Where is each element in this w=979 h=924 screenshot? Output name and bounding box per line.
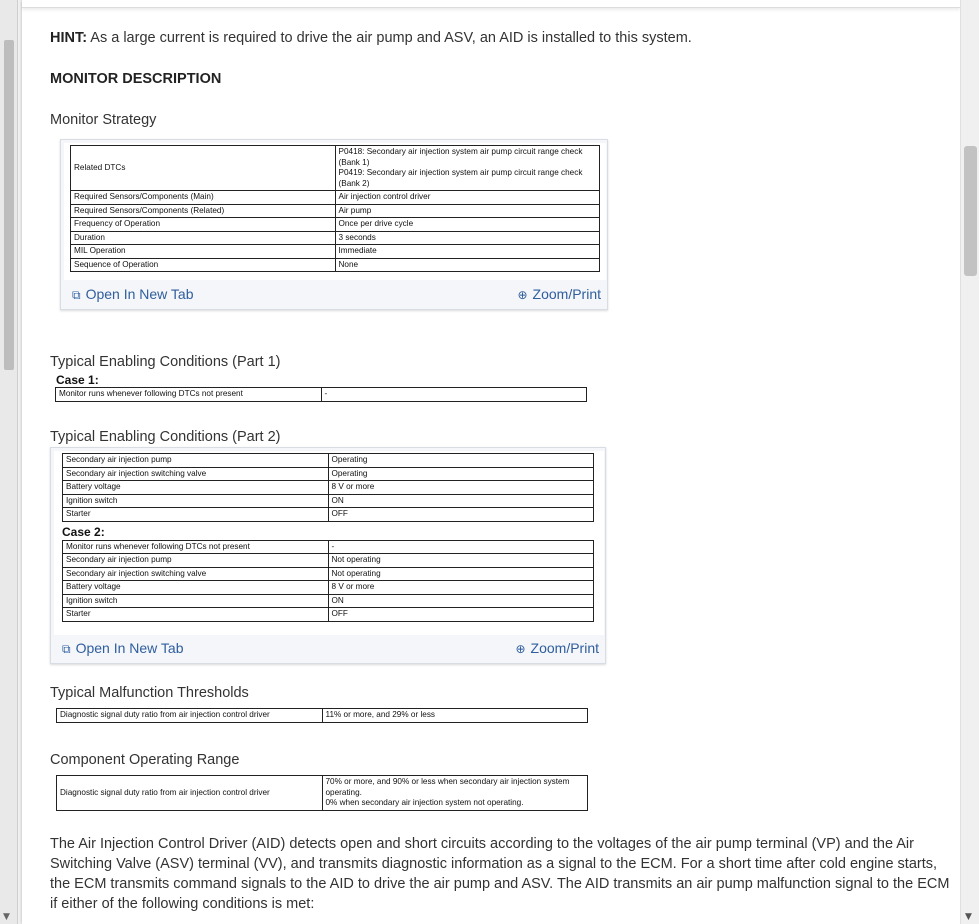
table-row [63, 608, 594, 622]
table-cell-value: ON [328, 594, 594, 608]
operating-range-table [56, 775, 588, 811]
table-cell-label: Ignition switch [63, 494, 329, 508]
right-scroll-thumb[interactable] [964, 146, 977, 276]
section-title: MONITOR DESCRIPTION [50, 71, 222, 87]
table-row [71, 191, 600, 205]
table-cell-value: ON [328, 494, 594, 508]
document-content [22, 0, 960, 924]
operating-range-heading: Component Operating Range [50, 752, 240, 768]
malfunction-thresholds-sheet [56, 708, 588, 723]
table-row [63, 554, 594, 568]
monitor-strategy-table [70, 145, 600, 272]
table-cell-value: Air injection control driver [335, 191, 600, 205]
enabling-part2-heading: Typical Enabling Conditions (Part 2) [50, 429, 281, 445]
table-cell-label: Secondary air injection pump [63, 454, 329, 468]
table-cell-label: Diagnostic signal duty ratio from air injection control driver [57, 709, 323, 723]
table-cell-label: Battery voltage [63, 481, 329, 495]
open-tab-icon: ⧉ [62, 642, 71, 656]
zoom-print-link[interactable]: ⊕ Zoom/Print [517, 286, 601, 302]
table-cell-value: 8 V or more [328, 581, 594, 595]
left-scroll-gutter[interactable] [0, 0, 18, 924]
table-cell-value: - [321, 388, 587, 402]
table-cell-label: Battery voltage [63, 581, 329, 595]
right-scrollbar[interactable] [960, 0, 979, 924]
table-cell-value: OFF [328, 508, 594, 522]
table-cell-label: Related DTCs [71, 146, 336, 191]
enabling-part1-table [55, 387, 587, 402]
hint-note [50, 30, 692, 46]
table-row [71, 218, 600, 232]
table-row [71, 245, 600, 259]
table-row [71, 204, 600, 218]
table-cell-label: Starter [63, 608, 329, 622]
table-cell-value: P0418: Secondary air injection system air pump circuit range check (Bank 1) P0419: Secondary air injection system air pump circuit range check (Bank 2) [335, 146, 600, 191]
table-row [71, 146, 600, 191]
zoom-icon: ⊕ [517, 288, 528, 302]
enabling-part2-figure [50, 447, 606, 664]
table-cell-label: Required Sensors/Components (Related) [71, 204, 336, 218]
table-row [63, 454, 594, 468]
table-cell-value: Not operating [328, 554, 594, 568]
table-cell-value: 8 V or more [328, 481, 594, 495]
table-cell-label: Secondary air injection switching valve [63, 467, 329, 481]
table-cell-label: Secondary air injection switching valve [63, 567, 329, 581]
case1-label: Case 1: [56, 373, 99, 387]
left-scroll-thumb[interactable] [4, 40, 14, 370]
table-cell-value: None [335, 258, 600, 272]
table-cell-label: Monitor runs whenever following DTCs not present [63, 540, 329, 554]
table-row [63, 594, 594, 608]
scroll-down-arrow-icon[interactable]: ▼ [965, 912, 972, 922]
table-cell-value: 70% or more, and 90% or less when secondary air injection system operating. 0% when secondary air injection system not operating. [322, 776, 588, 811]
enabling-part2-table-b [62, 540, 594, 622]
table-cell-label: Starter [63, 508, 329, 522]
table-row [63, 467, 594, 481]
malfunction-thresholds-heading: Typical Malfunction Thresholds [50, 685, 249, 701]
scroll-down-arrow-icon[interactable]: ▼ [3, 912, 10, 922]
case2-label: Case 2: [62, 524, 105, 539]
table-cell-label: MIL Operation [71, 245, 336, 259]
table-cell-value: 11% or more, and 29% or less [322, 709, 588, 723]
enabling-part2-table-a [62, 453, 594, 522]
operating-range-sheet [56, 775, 588, 811]
table-cell-value: 3 seconds [335, 231, 600, 245]
open-in-new-tab-link[interactable]: ⧉ Open In New Tab [62, 640, 184, 656]
monitor-strategy-sheet [64, 143, 606, 280]
table-cell-value: Once per drive cycle [335, 218, 600, 232]
table-cell-label: Frequency of Operation [71, 218, 336, 232]
table-cell-label: Ignition switch [63, 594, 329, 608]
malfunction-thresholds-table [56, 708, 588, 723]
table-row [63, 494, 594, 508]
table-row [71, 231, 600, 245]
table-cell-label: Duration [71, 231, 336, 245]
table-cell-label: Monitor runs whenever following DTCs not present [56, 388, 322, 402]
table-row [63, 540, 594, 554]
hint-label: HINT: [50, 30, 88, 46]
zoom-icon: ⊕ [515, 642, 526, 656]
table-row [63, 567, 594, 581]
figure-links [61, 281, 607, 309]
table-cell-label: Required Sensors/Components (Main) [71, 191, 336, 205]
table-cell-value: Operating [328, 467, 594, 481]
open-tab-icon: ⧉ [72, 288, 81, 302]
table-cell-value: Immediate [335, 245, 600, 259]
table-row [63, 481, 594, 495]
table-cell-value: Air pump [335, 204, 600, 218]
top-edge [22, 0, 960, 8]
table-row [57, 776, 588, 811]
table-row [63, 508, 594, 522]
enabling-part2-sheet [54, 451, 604, 635]
monitor-strategy-heading: Monitor Strategy [50, 112, 157, 128]
table-cell-value: OFF [328, 608, 594, 622]
hint-text: As a large current is required to drive the air pump and ASV, an AID is installed to this system. [90, 30, 692, 46]
table-row [57, 709, 588, 723]
enabling-part1-sheet [55, 387, 587, 402]
enabling-part1-heading: Typical Enabling Conditions (Part 1) [50, 354, 281, 370]
table-cell-label: Secondary air injection pump [63, 554, 329, 568]
table-row [63, 581, 594, 595]
table-cell-label: Diagnostic signal duty ratio from air injection control driver [57, 776, 323, 811]
open-in-new-tab-link[interactable]: ⧉ Open In New Tab [72, 286, 194, 302]
table-cell-value: - [328, 540, 594, 554]
table-cell-value: Not operating [328, 567, 594, 581]
zoom-print-link[interactable]: ⊕ Zoom/Print [515, 640, 599, 656]
figure-links [51, 635, 605, 663]
description-paragraph: The Air Injection Control Driver (AID) detects open and short circuits according to the voltages of the air pump terminal (VP) and the Air Switching Valve (ASV) terminal (VV), and transmits diagnostic information as a signal to the ECM. For a short time after cold engine starts, the ECM transmits command signals to the AID to drive the air pump and ASV. The AID transmits an air pump malfunction signal to the ECM if either of the following conditions is met: [50, 836, 950, 912]
table-cell-label: Sequence of Operation [71, 258, 336, 272]
table-cell-value: Operating [328, 454, 594, 468]
table-row [71, 258, 600, 272]
monitor-strategy-figure [60, 139, 608, 310]
table-row [56, 388, 587, 402]
